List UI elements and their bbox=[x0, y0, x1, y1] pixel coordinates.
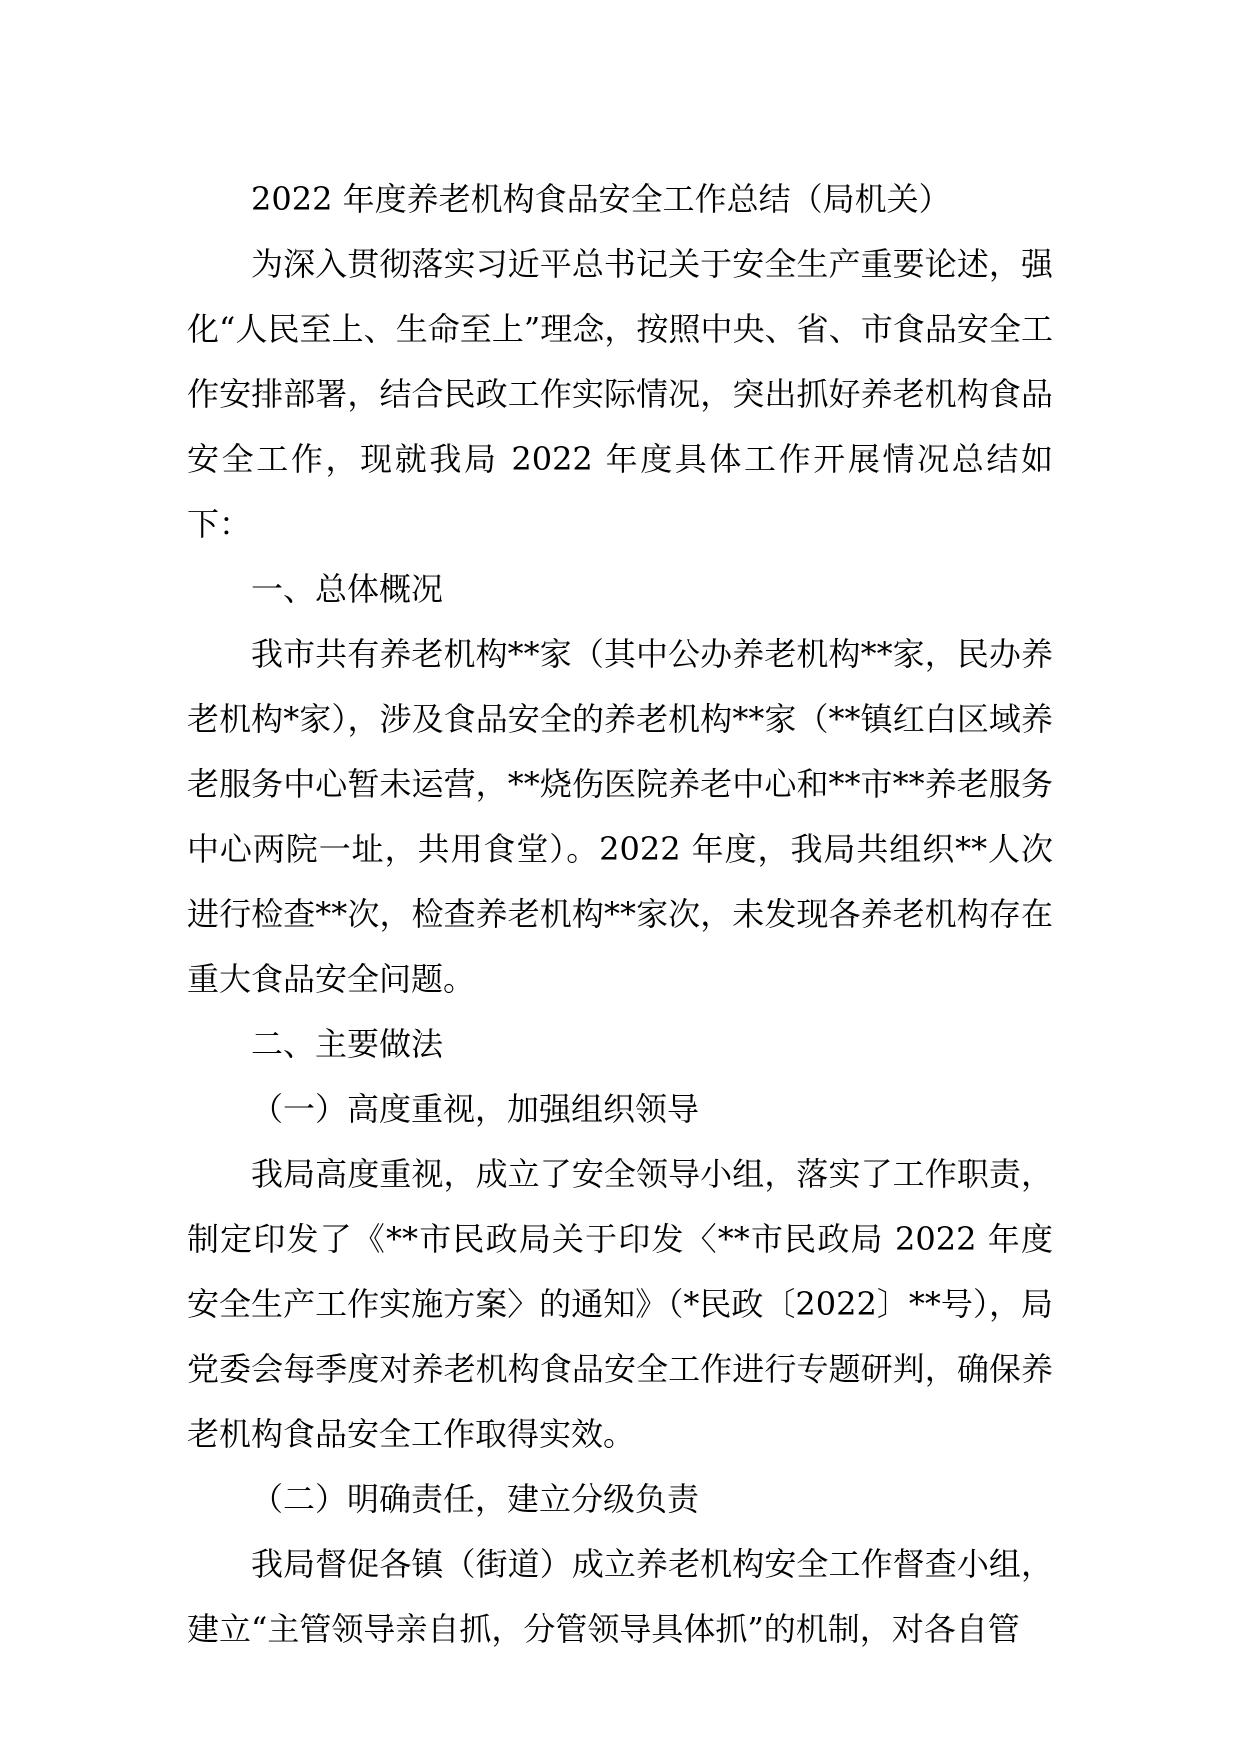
subheading-responsibility: （二）明确责任，建立分级负责 bbox=[251, 1480, 700, 1518]
subheading-attention-leadership: （一）高度重视，加强组织领导 bbox=[251, 1090, 700, 1128]
section-heading-main-practices: 二、主要做法 bbox=[251, 1025, 444, 1063]
intro-paragraph: 为深入贯彻落实习近平总书记关于安全生产重要论述，强化“人民至上、生命至上”理念，按照中央、省、市食品安全工作安排部署，结合民政工作实际情况，突出抓好养老机构食品安全工作，现就我局 2022 年度具体工作开展情况总结如下： bbox=[187, 245, 1053, 543]
overview-paragraph: 我市共有养老机构**家（其中公办养老机构**家，民办养老机构*家），涉及食品安全的养老机构**家（**镇红白区域养老服务中心暂未运营，**烧伤医院养老中心和**市**养老服务中心两院一址，共用食堂）。2022 年度，我局共组织**人次进行检查**次，检查养老机构**家次，未发现各养老机构存在重大食品安全问题。 bbox=[187, 635, 1053, 998]
document-body bbox=[187, 167, 1053, 1662]
leadership-paragraph: 我局高度重视，成立了安全领导小组，落实了工作职责，制定印发了《**市民政局关于印发〈**市民政局 2022 年度安全生产工作实施方案〉的通知》（*民政〔2022〕**号），局党委会每季度对养老机构食品安全工作进行专题研判，确保养老机构食品安全工作取得实效。 bbox=[187, 1155, 1053, 1453]
responsibility-paragraph: 我局督促各镇（街道）成立养老机构安全工作督查小组，建立“主管领导亲自抓，分管领导具体抓”的机制，对各自管 bbox=[187, 1545, 1053, 1648]
section-heading-overview: 一、总体概况 bbox=[251, 570, 444, 608]
document-title: 2022 年度养老机构食品安全工作总结（局机关） bbox=[251, 180, 951, 218]
